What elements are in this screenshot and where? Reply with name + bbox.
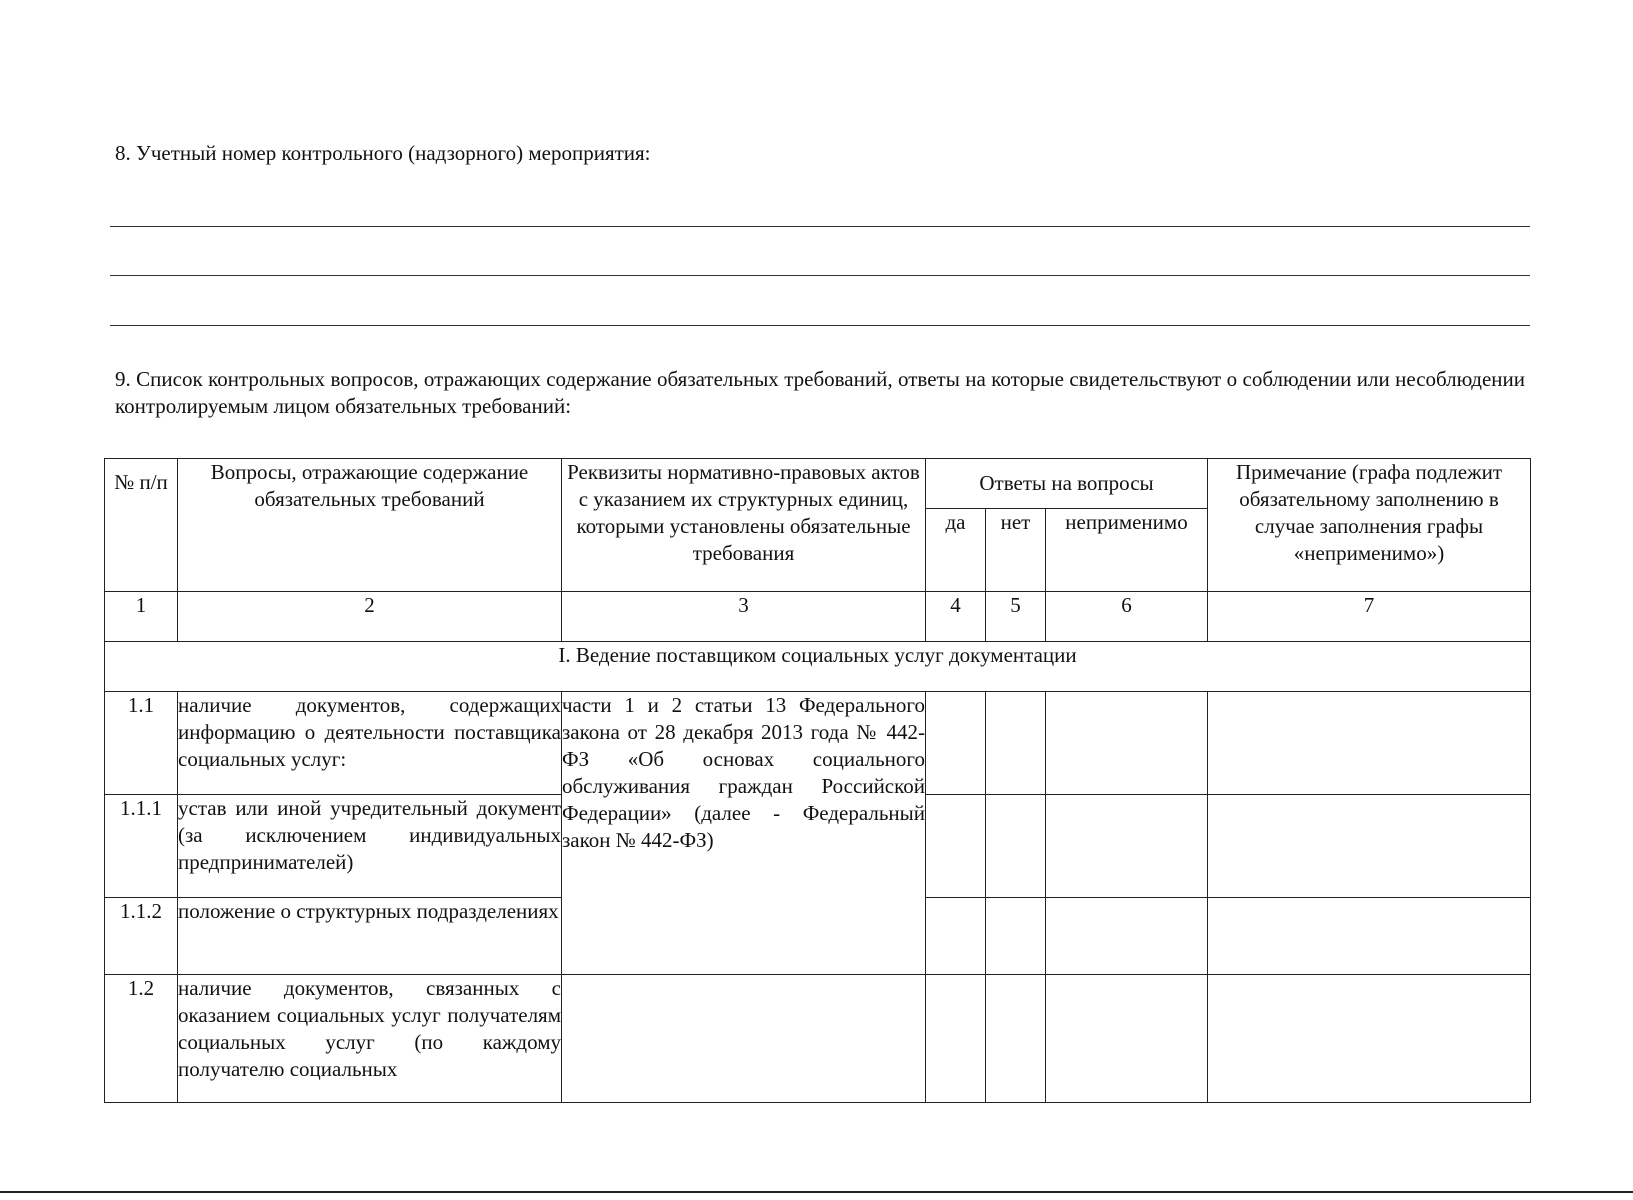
answer-yes-cell[interactable] (926, 975, 986, 1103)
header-num: № п/п (105, 459, 178, 592)
requisites-cell[interactable] (562, 975, 926, 1103)
answer-no-cell[interactable] (986, 692, 1046, 795)
column-number: 6 (1046, 592, 1208, 642)
row-requisites: части 1 и 2 статьи 13 Федерального закона от 28 декабря 2013 года № 442-ФЗ «Об основах социального обслуживания граждан Российской Федерации» (далее - Федеральный закон № 442-ФЗ) (562, 692, 926, 975)
row-question: наличие документов, связанных с оказанием социальных услуг получателям социальных услуг (по каждому получателю социальных (178, 976, 561, 1081)
table-header-row (105, 459, 1531, 509)
column-number: 1 (105, 592, 178, 642)
column-number: 2 (178, 592, 562, 642)
column-number-row (105, 592, 1531, 642)
answer-not-applicable-cell[interactable] (1046, 692, 1208, 795)
item-8-heading: 8. Учетный номер контрольного (надзорного) мероприятия: (115, 141, 651, 165)
section-row (105, 642, 1531, 692)
row-code: 1.1 (105, 692, 178, 795)
header-questions: Вопросы, отражающие содержание обязательных требований (178, 459, 562, 592)
blank-fill-line[interactable] (110, 325, 1530, 326)
answer-yes-cell[interactable] (926, 692, 986, 795)
answer-no-cell[interactable] (986, 795, 1046, 898)
answer-no-cell[interactable] (986, 898, 1046, 975)
row-code: 1.1.1 (105, 795, 178, 898)
row-question: устав или иной учредительный документ (за исключением индивидуальных предпринимателей) (178, 795, 562, 898)
header-note: Примечание (графа подлежит обязательному заполнению в случае заполнения графы «неприменимо») (1208, 459, 1531, 592)
header-requisites: Реквизиты нормативно-правовых актов с указанием их структурных единиц, которыми установлены обязательные требования (562, 459, 926, 592)
table-row (105, 692, 1531, 795)
note-cell[interactable] (1208, 692, 1531, 795)
note-cell[interactable] (1208, 898, 1531, 975)
table-row (105, 975, 1531, 1103)
row-code: 1.1.2 (105, 898, 178, 975)
column-number: 4 (926, 592, 986, 642)
answer-yes-cell[interactable] (926, 898, 986, 975)
page-bottom-rule (0, 1191, 1633, 1193)
note-cell[interactable] (1208, 795, 1531, 898)
section-title: I. Ведение поставщиком социальных услуг документации (105, 642, 1531, 692)
note-cell[interactable] (1208, 975, 1531, 1103)
header-no: нет (986, 509, 1046, 592)
column-number: 5 (986, 592, 1046, 642)
checklist-table (104, 458, 1531, 1103)
answer-not-applicable-cell[interactable] (1046, 898, 1208, 975)
row-question-cell (178, 975, 562, 1103)
column-number: 7 (1208, 592, 1531, 642)
row-question: положение о структурных подразделениях (178, 898, 562, 975)
row-code: 1.2 (105, 975, 178, 1103)
answer-yes-cell[interactable] (926, 795, 986, 898)
row-question: наличие документов, содержащих информацию о деятельности поставщика социальных услуг: (178, 692, 562, 795)
header-not-applicable: неприменимо (1046, 509, 1208, 592)
answer-not-applicable-cell[interactable] (1046, 975, 1208, 1103)
answer-no-cell[interactable] (986, 975, 1046, 1103)
column-number: 3 (562, 592, 926, 642)
header-yes: да (926, 509, 986, 592)
blank-fill-line[interactable] (110, 275, 1530, 276)
answer-not-applicable-cell[interactable] (1046, 795, 1208, 898)
item-9-heading: 9. Список контрольных вопросов, отражающих содержание обязательных требований, ответы на которые свидетельствуют о соблюдении или несоблюдении контролируемым лицом обязательных требований: (115, 367, 1525, 418)
header-answers: Ответы на вопросы (926, 459, 1208, 509)
blank-fill-line[interactable] (110, 226, 1530, 227)
